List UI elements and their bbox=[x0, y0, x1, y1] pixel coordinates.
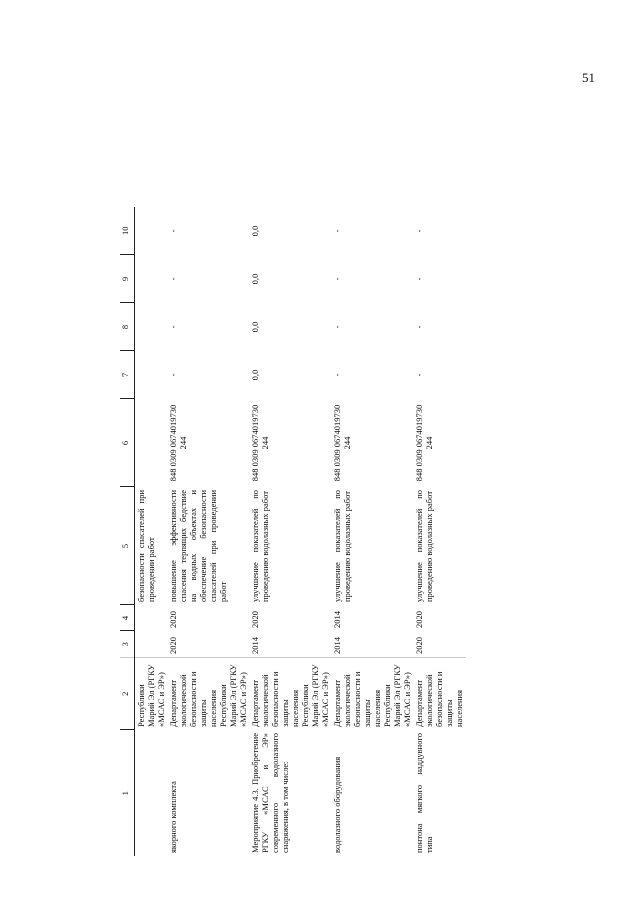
cell-start-year: 2014 bbox=[331, 631, 413, 658]
table-row bbox=[135, 207, 168, 856]
cell-measure: якорного комплекта bbox=[168, 781, 179, 853]
col-header-6: 6 bbox=[120, 399, 135, 487]
cell-value: 0,0 bbox=[250, 225, 261, 237]
cell-start-year: 2020 bbox=[413, 631, 465, 658]
cell-start-year: 2014 bbox=[249, 631, 331, 658]
cell-code: 848 0309 0674019730 244 bbox=[414, 404, 435, 482]
col-header-7: 7 bbox=[120, 351, 135, 399]
table-row bbox=[249, 207, 331, 856]
cell-value: - bbox=[168, 277, 179, 281]
cell-value: - bbox=[168, 229, 179, 233]
cell-result: улучшение показателей по проведению водолазных работ bbox=[250, 490, 271, 602]
cell-start-year bbox=[135, 631, 168, 658]
cell-measure: Мероприятие 4.3. Приобретение РГКУ «МСАС и ЭР» современного водолазного снаряжения, в том числе: bbox=[250, 733, 291, 853]
col-header-4: 4 bbox=[120, 605, 135, 631]
cell-value: - bbox=[168, 325, 179, 329]
cell-end-year: 2020 bbox=[250, 611, 261, 628]
cell-result: улучшение показателей по проведению водолазных работ bbox=[332, 490, 353, 602]
cell-code: 848 0309 0674019730 244 bbox=[168, 404, 189, 482]
cell-value: 0,0 bbox=[250, 273, 261, 285]
cell-executor: Департамент экологической безопасности и защиты населения Республики Марий Эл (РГКУ «МСАС и ЭР») bbox=[250, 664, 331, 727]
cell-measure: понтона мягкого наддувного типа bbox=[414, 733, 435, 853]
cell-result: безопасности спасателей при проведении работ bbox=[136, 490, 157, 602]
col-header-3: 3 bbox=[120, 631, 135, 658]
cell-result: улучшение показателей по проведению водолазных работ bbox=[414, 490, 435, 602]
col-header-9: 9 bbox=[120, 255, 135, 303]
table-row bbox=[413, 207, 465, 856]
table-row bbox=[167, 207, 249, 856]
cell-value: - bbox=[332, 325, 343, 329]
cell-value bbox=[135, 255, 168, 303]
rotated-table-container bbox=[120, 56, 465, 856]
cell-end-year bbox=[135, 605, 168, 631]
cell-value: 0,0 bbox=[250, 369, 261, 381]
cell-value bbox=[135, 303, 168, 351]
cell-executor: Департамент экологической безопасности и защиты населения Республики Марий Эл (РГКУ «МСАС и ЭР») bbox=[332, 664, 413, 727]
cell-code bbox=[135, 399, 168, 487]
cell-value: - bbox=[414, 325, 425, 329]
cell-executor: Департамент экологической безопасности и защиты населения Республики Марий Эл (РГКУ «МСАС и ЭР») bbox=[168, 664, 249, 727]
col-header-1: 1 bbox=[120, 730, 135, 856]
cell-value: 0,0 bbox=[250, 321, 261, 333]
col-header-8: 8 bbox=[120, 303, 135, 351]
cell-value: - bbox=[414, 229, 425, 233]
cell-start-year: 2020 bbox=[167, 631, 249, 658]
col-header-5: 5 bbox=[120, 487, 135, 605]
header-row bbox=[120, 207, 135, 856]
cell-value: - bbox=[332, 229, 343, 233]
cell-value: - bbox=[414, 277, 425, 281]
table-row bbox=[331, 207, 413, 856]
cell-value bbox=[135, 207, 168, 255]
col-header-2: 2 bbox=[120, 658, 135, 731]
cell-executor: Департамент экологической безопасности и защиты населения bbox=[414, 671, 465, 727]
cell-end-year: 2020 bbox=[168, 611, 179, 628]
cell-code: 848 0309 0674019730 244 bbox=[332, 404, 353, 482]
cell-code: 848 0309 0674019730 244 bbox=[250, 404, 271, 482]
cell-executor: Республики Марий Эл (РГКУ «МСАС и ЭР») bbox=[136, 664, 167, 727]
cell-end-year: 2020 bbox=[414, 611, 425, 628]
cell-value: - bbox=[414, 373, 425, 377]
cell-measure: водолазного оборудования bbox=[332, 756, 343, 853]
page-number: 51 bbox=[582, 70, 595, 85]
cell-value: - bbox=[332, 373, 343, 377]
cell-value: - bbox=[168, 373, 179, 377]
cell-end-year: 2014 bbox=[332, 611, 343, 628]
measures-table bbox=[120, 207, 466, 856]
col-header-10: 10 bbox=[120, 207, 135, 255]
cell-result: повышение эффективности спасения терпящих бедствие на водных объектах и обеспечение безопасности спасателей при проведении работ bbox=[168, 490, 229, 602]
cell-value bbox=[135, 351, 168, 399]
cell-measure bbox=[135, 730, 168, 856]
cell-value: - bbox=[332, 277, 343, 281]
